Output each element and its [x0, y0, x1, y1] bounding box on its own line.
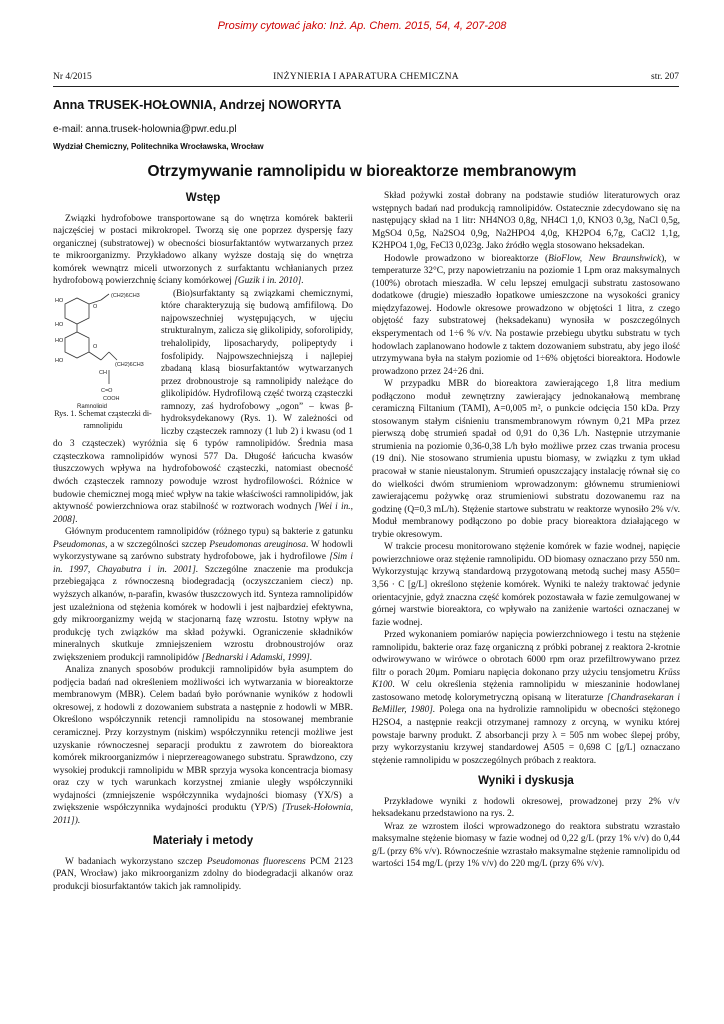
- svg-text:HO: HO: [55, 297, 64, 304]
- issue-number: Nr 4/2015: [53, 72, 92, 82]
- header-divider: [53, 86, 679, 87]
- chain-label-1: (CH2)6CH3: [111, 292, 140, 299]
- paragraph: Głównym producentem ramnolipidów (różnego typu) są bakterie z gatunku Pseudomonas, a w szczególności szczep Pseudomonas areuginosa. W hodowli wykorzystywane są zarówno substraty hydrofobowe, jak i hydrofilowe [Sim i in. 1997, Chayabutra i in. 2001]. Szczególne znaczenie ma produkcja przebiegająca z równoczesną biodegradacją (oczyszczaniem ciecz) np. wyższych alkanów, n-parafin, kwasów tłuszczowych itd. Synteza ramnolipidów jest uzależniona od stężenia komórek w hodowli i jest najbardziej efektywna, gdy mikroorganizmy wejdą w stacjonarną fazę wzrostu. Istotny wpływ na produkcję tych związków ma skład pożywki. Ograniczenie składników mineralnych skutkuje zmniejszeniem wzrostu drobnoustrojów oraz zwiększeniem produkcji ramnolipidów [Bednarski i Adamski, 1999].: [53, 527, 354, 663]
- paper-title: Otrzymywanie ramnolipidu w bioreaktorze membranowym: [147, 163, 577, 180]
- rhamnolipid-structure-diagram: [53, 290, 153, 408]
- citation-note: Prosimy cytować jako: Inż. Ap. Chem. 2015, 54, 4, 207-208: [217, 20, 507, 32]
- paragraph: Analiza znanych sposobów produkcji ramnolipidów była asumptem do podjęcia badań nad określeniem możliwości ich wytwarzania w bioreaktorze membranowym (MBR). Celem badań było porównanie wyników z hodowli okresowej, z hodowli z dozowaniem substrata a następnie z hodowli w MBR. Określono współczynnik retencji ramnolipidu na stosowanej membranie ceramicznej. Przy korzystnym (niskim) współczynniku retencji możliwe jest uzyskanie równoczesnej separacji produktu z zawrotem do bioreaktora komórek mikroorganizmów i nieprzereagowanego substratu. Sprawdzono, czy wysokiej produkcji ramnolipidu w MBR sprzyja wysoka koncentracja biomasy oraz czy w tych warunkach korzystnej zmianie uległy współczynniki wydajności (zmniejszenie współczynnika wydajności biomasy (YX/S) a zwiększenie współczynnika wydajności produktu (YP/S) [Trusek-Hołownia, 2011]).: [53, 665, 353, 826]
- section-heading-results: Wyniki i dyskusja: [478, 775, 574, 788]
- authors: Anna TRUSEK-HOŁOWNIA, Andrzej NOWORYTA: [53, 98, 342, 112]
- page-number: str. 207: [651, 72, 679, 82]
- paragraph: Związki hydrofobowe transportowane są do wnętrza komórek bakterii najczęściej w postaci mikrokropel. Tworzą się one poprzez dyspersję fazy organicznej (substratowej) w obecności biosurfaktantów wytwarzanych przez te mikroorganizmy. Przykładowo alkany wyższe dostają się do wnętrza komórek wewnątrz miceli utworzonych z surfaktantu wchłanianych przez hydrofobową powierzchnię ściany komórkowej [Guzik i in. 2010].: [53, 213, 353, 287]
- paragraph: Skład pożywki został dobrany na podstawie studiów literaturowych oraz wstępnych badań nad produkcją ramnolipidów. Ostatecznie zdecydowano się na następujący skład na 1 litr: NH4NO3 0,8g, NH4Cl 1,0, KNO3 0,3g, NaCl 0,5g, MgSO4 0,5g, Na2SO4 0,9g, Na2HPO4 4,0g, KH2PO4 6,7g, CaCl2 1,1g, K2HPO4 1,0g, FeCl3 0,023g. Jako źródło węgla stosowano heksadekan.: [372, 191, 680, 252]
- paragraph: Przykładowe wyniki z hodowli okresowej, prowadzonej przy 2% v/v heksadekanu przedstawiono na rys. 2.: [372, 796, 680, 820]
- svg-text:O: O: [93, 303, 98, 310]
- paragraph: W trakcie procesu monitorowano stężenie komórek w fazie wodnej, napięcie powierzchniowe oraz stężenie ramnolipidu. OD biomasy oznaczano przy 550 nm. Wykorzystując krzywą standardową przygotowaną metodą suchej masy A550= 3,56 · C [g/L] określono stężenie komórek. Wyniki te należy traktować jedynie orientacyjnie, gdyż znaczna część komórek pozostawała w fazie zemulgowanej w górnej warstwie bioreaktora, co wpływało na zaniżenie wartości oznaczanej w fazie wodnej.: [372, 542, 680, 628]
- right-column: [372, 190, 680, 871]
- paragraph: Hodowle prowadzono w bioreaktorze (BioFlow, New Braunshwick), w temperaturze 32°C, przy napowietrzaniu na poziomie 1 Lpm oraz maksymalnych (100%) obrotach mieszadła. W celu lepszej emulgacji substratu zastosowano dodatkowe (drugie) mieszadło łopatkowe umieszczone na wysokości granicy międzyfazowej. Hodowle okresowe prowadzono w objętości 1 litra, z czego objętość fazy substratowej (heksadekanu) wynosiła w poszczególnych eksperymentach od 1÷6 % v/v. Na postawie przebiegu ubytku substratu w tych hodowlach zaplanowano hodowle z taktem dozowaniem substratu, aby jego ilość utrzymywana była na stałym poziomie od 1÷6% objętości bioreaktora. Hodowle prowadzono przez 24÷26 dni.: [372, 253, 680, 377]
- paragraph: HO HO O HO HO O CH C=O (CH2)6CH3 (CH2)6CH3 COOH Ramnolipid Rys. 1. Schemat cząsteczki di-ramnolipidu (Bio)surfaktanty są związkami chemicznymi, które charakteryzują się budową amfifilową. Do najpowszechniej występujących, w ujęciu strukturalnym, zalicza się glikolipidy, soforolipidy, trehalolipidy, liposacharydy, polipeptydy i fosfolipidy. Najpowszechniejszą i najlepiej zbadaną klasą biosurfaktantów wytwarzanych przez drobnoustroje są ramnolipidy należące do glikolipidów. Hydrofilową część tworzą cząsteczki ramnozy, zaś hydrofobowy „ogon” – kwas β-hydroksydekanowy (Rys. 1). W zależności od liczby cząsteczek ramnozy (1 lub 2) i kwasu (od 1 do 3 cząsteczek) wyróżnia się 6 typów ramnolipidów. Średnia masa cząsteczkowa ramnolipidów wynosi 577 Da. Długość łańcucha kwasów tłuszczowych wpływa na hydrofobowość cząsteczki, natomiast obecność dwóch cząsteczek ramnozy powoduje wzrost hydrofilowości. Różnice w budowie chemicznej mogą mieć wpływ na takie właściwości ramnolipidów, jak aktywność powierzchniowa oraz stabilność w roztworach wodnych [Wei i in., 2008].: [53, 288, 353, 525]
- chain-label-2: (CH2)6CH3: [115, 361, 144, 368]
- journal-name: INŻYNIERIA I APARATURA CHEMICZNA: [273, 72, 459, 82]
- left-column: [53, 190, 353, 894]
- svg-text:C=O: C=O: [101, 387, 113, 394]
- affiliation: Wydział Chemiczny, Politechnika Wrocławska, Wrocław: [53, 142, 264, 151]
- paragraph: W badaniach wykorzystano szczep Pseudomonas fluorescens PCM 2123 (PAN, Wrocław) jako mikroorganizm zdolny do biodegradacji alkanów oraz produkcji biosurfaktantów takich jak ramnolipidy.: [53, 856, 353, 892]
- figure-inner-label: Ramnolipid: [77, 403, 108, 408]
- svg-text:CH: CH: [99, 369, 107, 376]
- svg-text:O: O: [93, 343, 98, 350]
- section-heading-intro: Wstęp: [185, 192, 221, 204]
- svg-text:HO: HO: [55, 337, 64, 344]
- paragraph: Przed wykonaniem pomiarów napięcia powierzchniowego i testu na stężenie ramnolipidu, bakterie oraz fazę organiczną z próbki pobranej z reaktora 2-krotnie odwirowywano w wirówce o obrotach 6000 rpm oraz przefiltrowywano przez filtr o porach 20μm. Pomiaru napięcia dokonano przy użyciu tensjometru Krüss K100. W celu określenia stężenia ramnolipidu w mieszaninie hodowlanej zastosowano metodę kolorymetryczną opisaną w literaturze [Chandrasekaran i BeMiller, 1980]. Polega ona na hydrolizie ramnolipidu w obecności stężonego H2SO4, a następnie reakcji otrzymanej ramnozy z orcyną, w wyniku której powstaje barwny produkt. Z absorbancji przy λ = 505 nm wobec ślepej próby, przy wykorzystaniu krzywej standardowej A505 = 0,698 C [g/L] oznaczano stężenie ramnolipidu w poszczególnych próbach z reaktora.: [372, 630, 681, 766]
- author-email: e-mail: anna.trusek-holownia@pwr.edu.pl: [53, 124, 237, 135]
- section-heading-materials: Materiały i metody: [152, 835, 254, 848]
- svg-text:HO: HO: [55, 321, 64, 328]
- figure-rhamnolipid: [53, 290, 153, 433]
- figure-caption: Rys. 1. Schemat cząsteczki di-ramnolipidu: [54, 408, 152, 431]
- svg-text:HO: HO: [55, 357, 64, 364]
- paragraph: W przypadku MBR do bioreaktora zawierającego 1,8 litra medium podłączono moduł zewnętrzny zawierający jednokanałową membranę ceramiczną Filtanium (TAMI), A=0,005 m², o punkcie odcięcia 150 kDa. Przy stosowanym stałym ciśnieniu transmembranowym równym 0,21 MPa przez pierwszą dobę strumień spadał od 0,91 do 0,36 L/h. Następnie utrzymanie strumienia na poziomie 0,36-0,38 L/h było możliwe przez czas trwania procesu (19 dni). Nie stosowano strumienia upustu biomasy, w związku z tym układ pracował w stanie nieustalonym. Strumień opuszczający instalację równał się co do wielkości dwóm strumieniom wprowadzonym: głównemu strumieniowi zawierającemu pożywkę oraz strumieniowi substratu dozowanemu raz na godzinę (Q=0,3 mL/h). Stężenie startowe substratu w reaktorze wynosiło 2% v/v. Moduł membranowy podłączono po dobie pracy bioreaktora działającego w trybie okresowym.: [372, 379, 680, 540]
- cooh-label: COOH: [103, 395, 120, 402]
- paragraph: Wraz ze wzrostem ilości wprowadzonego do reaktora substratu wzrastało maksymalne stężenie biomasy w fazie wodnej od 0,22 g/L (przy 1% v/v) do 0,44 g/L (przy 6% v/v). Równocześnie wzrastało maksymalne stężenie ramnolipidu od wartości 154 mg/L (przy 1% v/v) do 220 mg/L (przy 6% v/v).: [372, 821, 680, 870]
